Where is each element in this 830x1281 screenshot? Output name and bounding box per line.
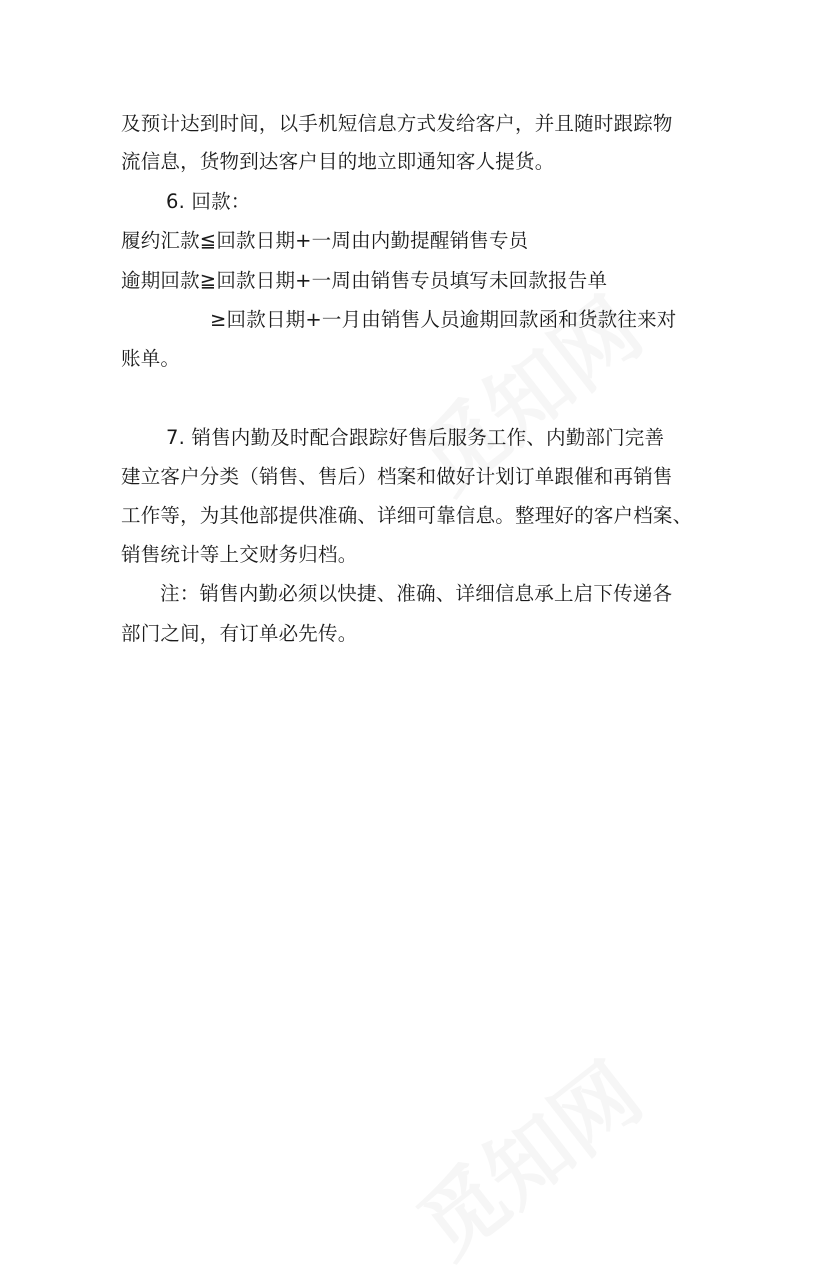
text-line: 逾期回款≧回款日期+一周由销售专员填写未回款报告单: [121, 269, 608, 292]
watermark: [389, 1030, 662, 1281]
section-heading: 7. 销售内勤及时配合跟踪好售后服务工作、内勤部门完善: [166, 426, 665, 449]
text-line: 销售统计等上交财务归档。: [121, 543, 358, 566]
text-line: 流信息，货物到达客户目的地立即通知客人提货。: [121, 150, 555, 173]
section-heading: 6. 回款：: [166, 190, 251, 213]
note-line: 注：销售内勤必须以快捷、准确、详细信息承上启下传递各: [160, 582, 673, 605]
text-line: 账单。: [121, 347, 181, 370]
text-line: 工作等，为其他部提供准确、详细可靠信息。整理好的客户档案、: [121, 504, 693, 527]
text-line: 及预计达到时间，以手机短信息方式发给客户，并且随时跟踪物: [121, 112, 673, 135]
text-line: 建立客户分类（销售、售后）档案和做好计划订单跟催和再销售: [121, 465, 673, 488]
note-line: 部门之间，有订单必先传。: [121, 622, 358, 645]
text-line: 履约汇款≦回款日期+一周由内勤提醒销售专员: [121, 229, 529, 252]
text-line: ≥回款日期+一月由销售人员逾期回款函和货款往来对: [210, 308, 677, 331]
